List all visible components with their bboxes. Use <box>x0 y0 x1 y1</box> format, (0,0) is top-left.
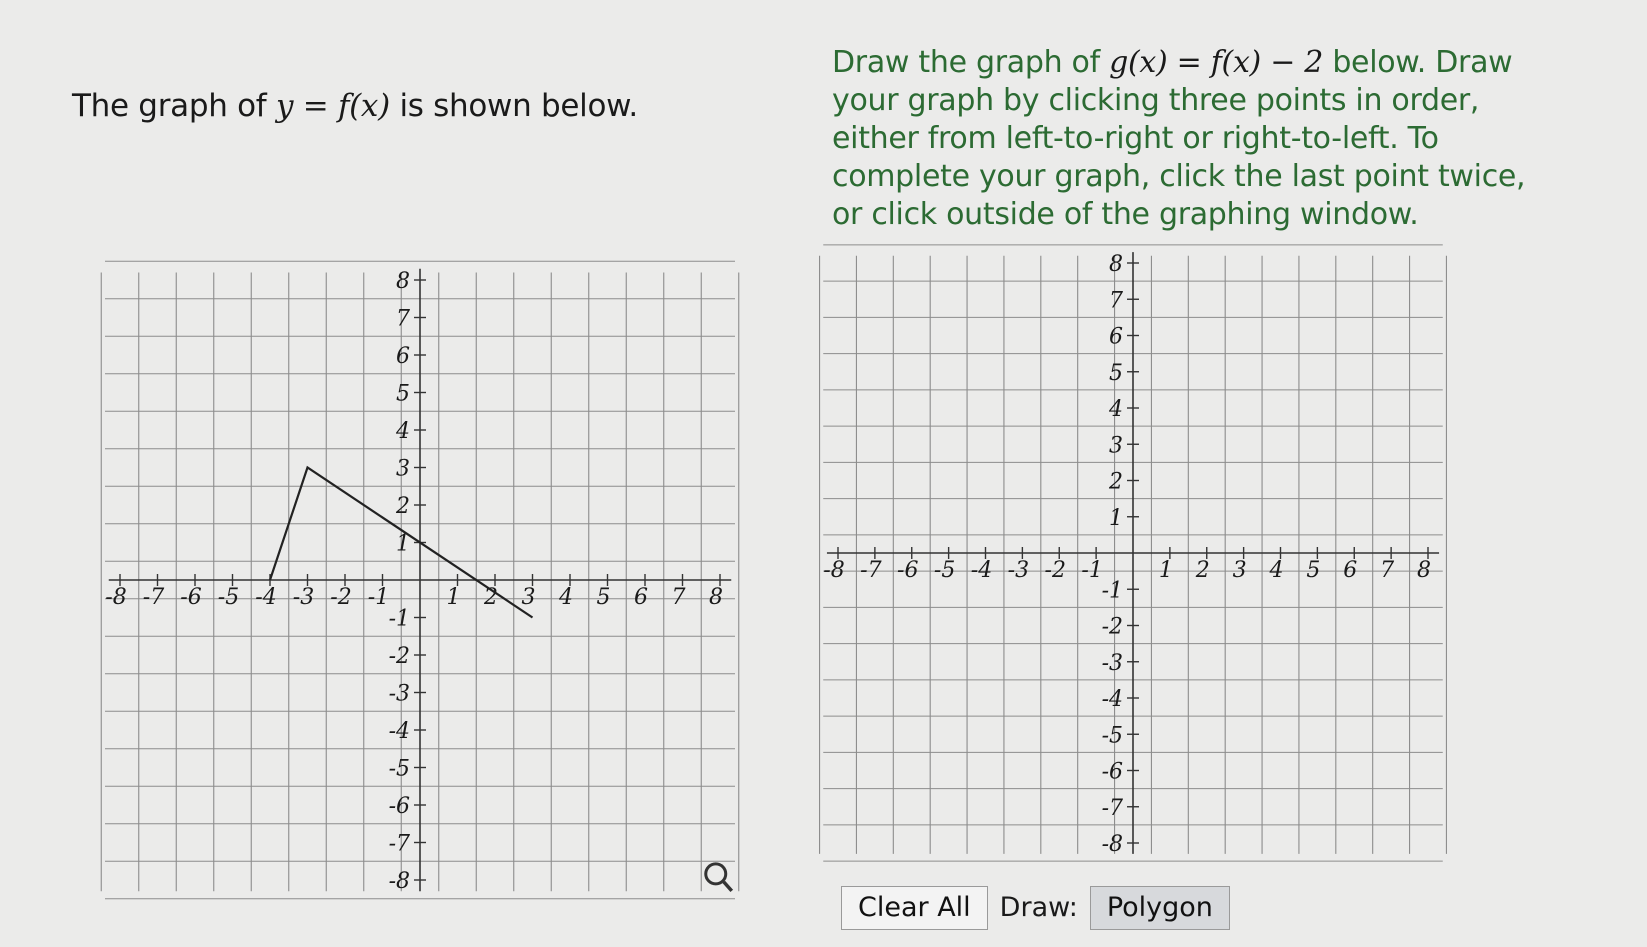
x-tick-label: 3 <box>521 585 536 610</box>
given-graph-prompt <box>72 88 638 124</box>
x-tick-label: -4 <box>970 558 993 583</box>
x-tick-label: 8 <box>709 585 723 610</box>
given-graph <box>90 250 750 894</box>
y-tick-label: -6 <box>1101 759 1123 785</box>
y-tick-label: -4 <box>1101 687 1123 712</box>
prompt-right-prefix: Draw the graph of <box>832 45 1100 80</box>
y-tick-label: 3 <box>1109 433 1123 459</box>
y-tick-label: 6 <box>396 344 410 369</box>
y-tick-label: 8 <box>1109 252 1123 277</box>
polygon-tool-button[interactable]: Polygon <box>1090 886 1230 930</box>
prompt-left-prefix: The graph of <box>72 88 267 124</box>
y-tick-label: 8 <box>396 269 410 294</box>
y-tick-label: -5 <box>388 756 410 782</box>
y-tick-label: -5 <box>1101 723 1123 749</box>
x-tick-label: 6 <box>1343 558 1358 583</box>
y-tick-label: 5 <box>396 381 410 407</box>
x-tick-label: -1 <box>1081 558 1103 583</box>
x-tick-label: 7 <box>1380 558 1395 583</box>
y-tick-label: -2 <box>1101 614 1123 640</box>
x-tick-label: 2 <box>484 585 498 610</box>
y-tick-label: 7 <box>396 306 410 332</box>
x-tick-label: 3 <box>1232 558 1247 583</box>
x-tick-label: -3 <box>1007 558 1030 583</box>
prompt-right-suffix: below. Draw your graph by clicking three points in order, either from left-to-right or right-to-left. To complete your graph, click the last point twice, or click outside of the graphing window. <box>832 45 1526 232</box>
x-tick-label: -7 <box>142 585 165 610</box>
x-tick-label: 6 <box>634 585 648 610</box>
prompt-left-math: y = f(x) <box>275 88 390 124</box>
x-tick-label: -5 <box>217 585 240 610</box>
y-tick-label: 1 <box>1109 505 1123 531</box>
y-tick-label: 2 <box>1109 469 1123 495</box>
instruction-text <box>832 44 1552 234</box>
y-tick-label: -3 <box>388 681 410 707</box>
x-tick-label: 1 <box>1158 558 1173 583</box>
draw-mode-label: Draw: <box>999 892 1078 923</box>
x-tick-label: 1 <box>446 585 461 610</box>
y-tick-label: 3 <box>396 456 410 482</box>
x-tick-label: -8 <box>823 558 845 583</box>
y-tick-label: -3 <box>1101 650 1123 676</box>
y-tick-label: -7 <box>1101 795 1123 821</box>
x-tick-label: 2 <box>1195 558 1210 583</box>
x-tick-label: 7 <box>671 585 686 610</box>
y-tick-label: -2 <box>388 644 410 669</box>
y-tick-label: -8 <box>1101 832 1123 857</box>
x-tick-label: -4 <box>255 585 277 610</box>
zoom-icon-lens <box>706 864 726 884</box>
y-tick-label: -1 <box>388 606 410 632</box>
x-tick-label: -3 <box>292 585 315 610</box>
x-tick-label: -7 <box>860 558 882 583</box>
x-tick-label: -2 <box>1044 558 1066 583</box>
x-tick-label: -2 <box>330 585 352 610</box>
x-tick-label: 8 <box>1417 558 1431 583</box>
clear-all-button[interactable]: Clear All <box>841 886 988 930</box>
y-tick-label: 2 <box>396 494 410 519</box>
prompt-left-suffix: is shown below. <box>399 88 638 124</box>
x-tick-label: 4 <box>1269 558 1284 583</box>
y-tick-label: -4 <box>388 719 410 744</box>
y-tick-label: -8 <box>388 869 410 894</box>
x-tick-label: -1 <box>367 585 390 610</box>
x-tick-label: 5 <box>596 585 611 610</box>
x-tick-label: 4 <box>559 585 573 610</box>
y-tick-label: 5 <box>1109 360 1123 386</box>
zoom-icon[interactable] <box>706 864 732 891</box>
graph-toolbar <box>841 886 1230 930</box>
y-tick-label: -6 <box>388 794 410 819</box>
x-tick-label: -6 <box>180 585 202 610</box>
y-tick-label: -7 <box>388 831 410 857</box>
x-tick-label: -8 <box>105 585 127 610</box>
y-tick-label: 4 <box>1109 397 1123 422</box>
x-tick-label: -6 <box>897 558 919 583</box>
y-tick-label: -1 <box>1101 578 1123 604</box>
y-tick-label: 4 <box>396 419 410 444</box>
y-tick-label: 6 <box>1109 324 1123 350</box>
answer-graph[interactable] <box>820 245 1450 865</box>
y-tick-label: 1 <box>396 531 410 557</box>
y-tick-label: 7 <box>1109 288 1123 314</box>
prompt-right-math: g(x) = f(x) − 2 <box>1109 45 1324 80</box>
x-tick-label: 5 <box>1306 558 1321 583</box>
x-tick-label: -5 <box>933 558 956 583</box>
zoom-icon-handle <box>724 882 732 891</box>
